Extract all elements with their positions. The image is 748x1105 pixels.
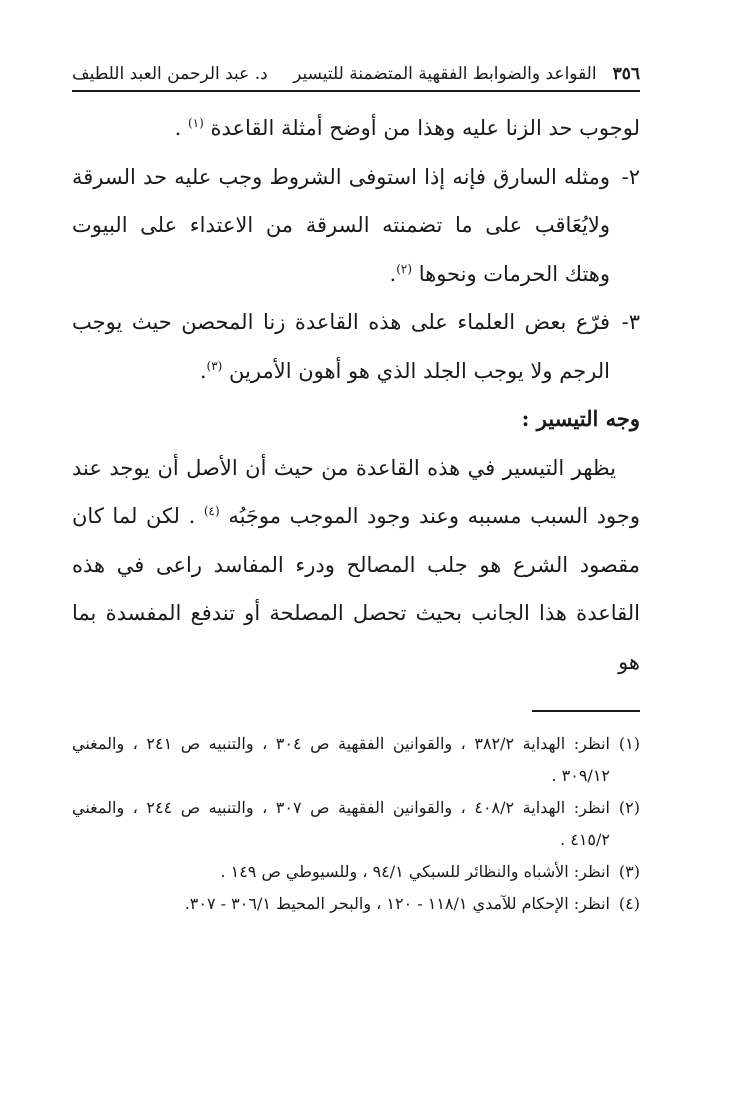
header-title-group (293, 60, 640, 88)
author-name: د. عبد الرحمن العبد اللطيف (72, 64, 268, 84)
footnote-ref-4: (٤) (203, 504, 220, 518)
list-item-number: ٢- (621, 164, 640, 189)
section-heading: وجه التيسير : (521, 406, 640, 431)
book-title: القواعد والضوابط الفقهية المتضمنة للتيسير (293, 64, 597, 84)
list-item-number: ٣- (621, 310, 640, 334)
book-page (72, 60, 640, 1060)
footnote-4: (٤)انظر: الإحكام للآمدي ١١٨/١ - ١٢٠ ، والبحر المحيط ٣٠٦/١ - ٣٠٧. (184, 894, 640, 913)
main-text (72, 104, 640, 686)
footnote-ref-3: (٣) (206, 358, 223, 373)
list-item-3: ٣-فرّع بعض العلماء على هذه القاعدة زنا المحصن حيث يوجب الرجم ولا يوجب الجلد الذي هو أهون الأمرين $^{(٣)}$. (72, 298, 640, 395)
footnote-ref-2: (٢) (396, 261, 413, 276)
footnote-ref-1: (١) (187, 116, 204, 130)
list-item-2: ٢-ومثله السارق فإنه إذا استوفى الشروط وجب عليه حد السرقة ولايُعَاقب على ما تضمنته السرقة من الاعتداء على البيوت وهتك الحرمات ونحوها $^{(٢)}$. (72, 153, 640, 299)
footnotes (72, 728, 640, 920)
footnote-2: (٢)انظر: الهداية ٤٠٨/٢ ، والقوانين الفقهية ص ٣٠٧ ، والتنبيه ص ٢٤٤ ، والمغني ٤١٥/٢ . (72, 798, 641, 849)
running-header (72, 60, 640, 92)
paragraph-continuation: لوجوب حد الزنا عليه وهذا من أوضح أمثلة القاعدة $^{(١)}$ . (174, 116, 640, 140)
paragraph-ease-aspect: يظهر التيسير في هذه القاعدة من حيث أن الأصل أن يوجد عند وجود السبب مسببه وعند وجود الموجب موجَبُه $^{(٤)}$ . لكن لما كان مقصود الشرع هو جلب المصالح ودرء المفاسد راعى في هذه القاعدة هذا الجانب بحيث تحصل المصلحة أو تندفع المفسدة بما هو (72, 455, 640, 674)
page-number: ٣٥٦ (612, 64, 640, 84)
footnote-divider (532, 710, 640, 712)
footnote-3: (٣)انظر: الأشباه والنظائر للسبكي ٩٤/١ ، وللسيوطي ص ١٤٩ . (220, 862, 640, 881)
footnote-1: (١)انظر: الهداية ٣٨٢/٢ ، والقوانين الفقهية ص ٣٠٤ ، والتنبيه ص ٢٤١ ، والمغني ٣٠٩/١٢ . (72, 734, 641, 785)
